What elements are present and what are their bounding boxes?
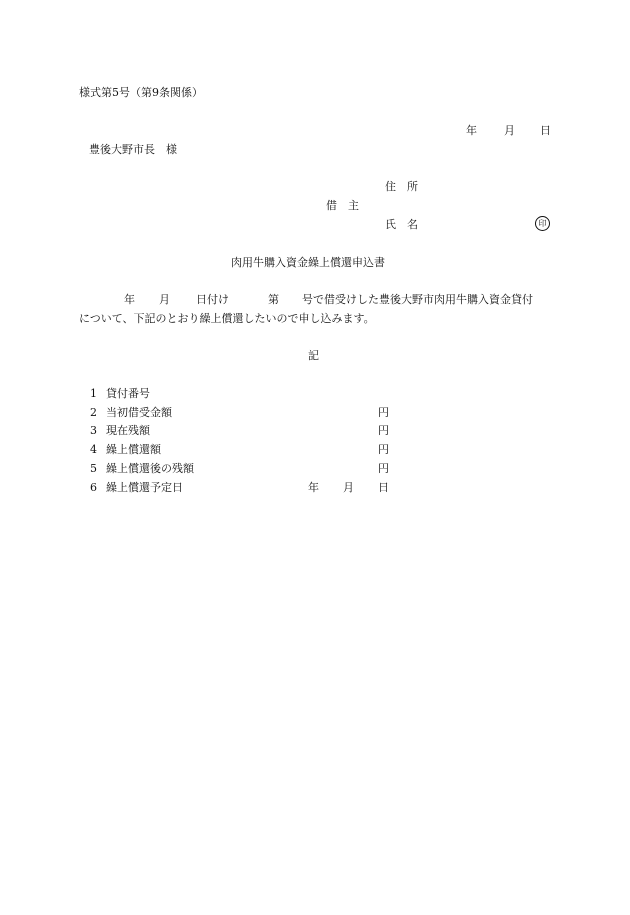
item-label: 貸付番号	[106, 387, 150, 400]
date-day: 日	[540, 124, 551, 137]
item-unit: 円	[378, 406, 389, 419]
item-number: 3	[90, 424, 97, 437]
body-line1-text: 号で借受けした豊後大野市肉用牛購入資金貸付	[302, 293, 533, 306]
body-line2: について、下記のとおり繰上償還したいので申し込みます。	[79, 312, 375, 325]
item-number: 6	[90, 481, 97, 494]
item-month: 月	[343, 481, 354, 494]
form-id: 様式第5号（第9条関係）	[79, 86, 203, 99]
item-label: 繰上償還後の残額	[106, 462, 194, 475]
name-label: 氏 名	[385, 218, 418, 231]
item-label: 現在残額	[106, 424, 150, 437]
borrower-role: 借 主	[326, 199, 359, 212]
item-unit: 円	[378, 462, 389, 475]
item-year: 年	[308, 481, 319, 494]
item-unit: 円	[378, 424, 389, 437]
item-label: 当初借受金額	[106, 406, 172, 419]
date-month: 月	[504, 124, 515, 137]
item-number: 4	[90, 443, 97, 456]
address-label: 住 所	[385, 180, 418, 193]
item-number: 5	[90, 462, 97, 475]
ki-heading: 記	[308, 349, 319, 362]
date-year: 年	[466, 124, 477, 137]
item-day: 日	[378, 481, 389, 494]
document-title: 肉用牛購入資金繰上償還申込書	[231, 256, 385, 269]
addressee: 豊後大野市長 様	[89, 143, 177, 156]
seal-mark: 印	[535, 216, 550, 231]
body-no-prefix: 第	[268, 293, 279, 306]
body-dated: 日付け	[196, 293, 229, 306]
item-number: 1	[90, 387, 97, 400]
body-month: 月	[159, 293, 170, 306]
item-unit: 円	[378, 443, 389, 456]
item-number: 2	[90, 406, 97, 419]
item-label: 繰上償還予定日	[106, 481, 183, 494]
body-year: 年	[124, 293, 135, 306]
item-label: 繰上償還額	[106, 443, 161, 456]
